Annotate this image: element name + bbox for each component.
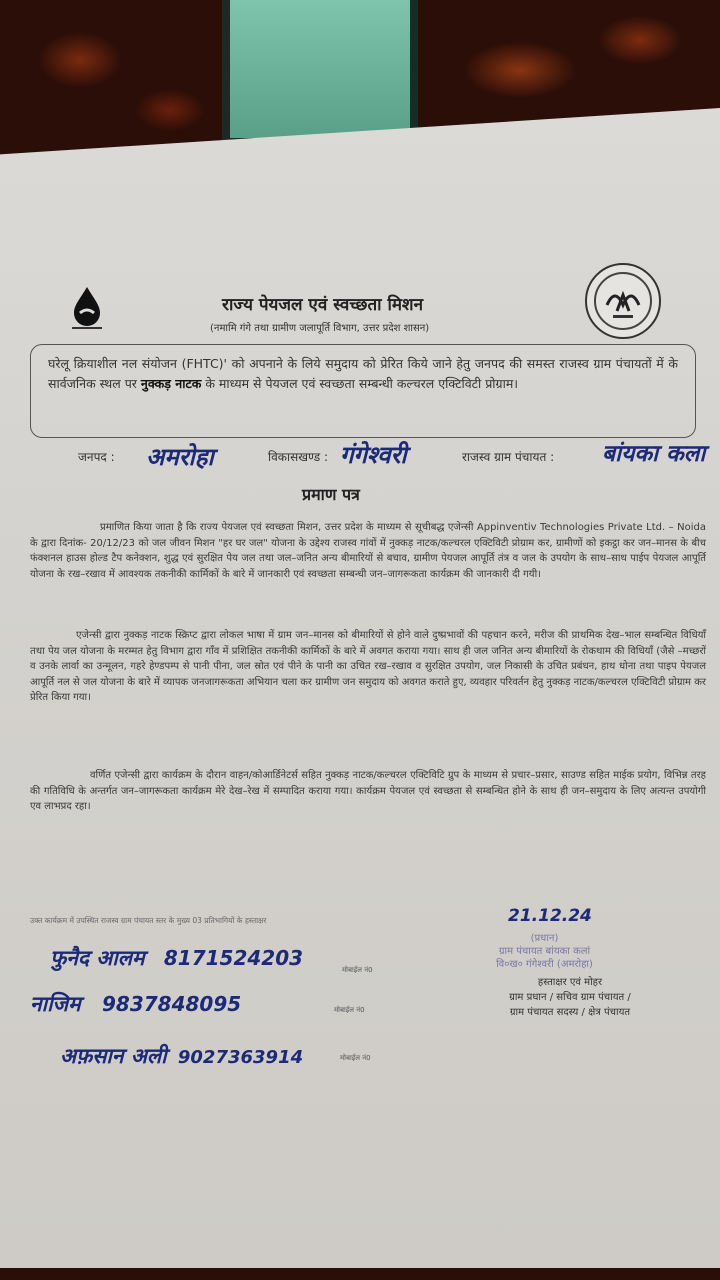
participant-3 xyxy=(60,1042,303,1070)
stamp-line: वि०ख० गंगेश्वरी (अमरोहा) xyxy=(496,959,593,970)
participant-name: अफ़सान अली xyxy=(60,1044,167,1068)
stamp-line: ग्राम पंचायत बांयका कलां xyxy=(498,946,591,957)
certificate-paragraph-1: प्रमाणित किया जाता है कि राज्य पेयजल एवं स्वच्छता मिशन, उत्तर प्रदेश के माध्यम से सूचीबद्ध एजेन्सी Appinventiv Technologies Private Ltd. – Noida के द्वारा दिनांक- 20/12/23 को जल जीवन मिशन "हर घर जल" योजना के उद्देश्य राजस्व गांवों में नुक्कड़ नाटक/कल्चरल एक्टिविटी प्रोग्राम कर, ग्रामीणों को इकट्ठा कर जन–मानस के बीच फंक्शनल हाउस होल्ड टैप कनेक्शन, शुद्ध एवं सुरक्षित पेय जल तथा जल–जनित अन्य बीमारियों से बचाव, ग्रामीण पेयजल आपूर्ति तंत्र व जल के उपयोग के साथ–साथ पाईप पेयजल आपूर्ति योजना के रख–रखाव में आवश्यक तकनीकी कार्मिकों के बारे में जानकारी एवं स्वच्छता सम्बन्धी जन–जागरूकता कार्यक्रम की जानकारी दी गयी। xyxy=(30,522,706,580)
phone-device xyxy=(222,0,418,150)
panchayat-value: बांयका कला xyxy=(602,441,706,467)
vikaskhand-label: विकासखण्ड : xyxy=(268,450,329,464)
participant-2 xyxy=(30,990,241,1018)
participant-phone: 9837848095 xyxy=(102,992,242,1016)
program-highlight: नुक्कड़ नाटक xyxy=(140,376,202,391)
participant-1 xyxy=(50,944,303,972)
page-title: राज्य पेयजल एवं स्वच्छता मिशन xyxy=(222,295,424,315)
certificate-paragraph-3: वर्णित एजेन्सी द्वारा कार्यक्रम के दौरान वाहन/कोआर्डिनेटर्स सहित नुक्कड़ नाटक/कल्चरल एक्टिविटि ग्रुप के माध्यम से प्रचार–प्रसार, साउण्ड सहित माईक प्रयोग, विभिन्न तरह की गतिविधि के अन्तर्गत जन–जागरूकता कार्यक्रम मेरे देख–रेख में सम्पादित कराया गया। कार्यक्रम पेयजल एवं स्वच्छता से सम्बन्धित होने के साथ ही जन–समुदाय के लिए अत्यन्त उपयोगी एव लाभप्रद रहा। xyxy=(30,770,706,812)
participant-phone: 8171524203 xyxy=(163,946,304,970)
mobile-caption: मोबाईल नं0 xyxy=(342,966,373,974)
water-drop-logo-icon xyxy=(62,283,112,333)
participants-note: उक्त कार्यक्रम में उपस्थित राजस्व ग्राम पंचायत स्तर के मुख्य 03 प्रतिभागियों के हस्ताक्षर xyxy=(30,916,267,925)
certificate-title: प्रमाण पत्र xyxy=(302,485,360,504)
mobile-caption: मोबाईल नं0 xyxy=(334,1006,365,1014)
handwritten-signature-date: 21.12.24 xyxy=(508,906,592,926)
up-government-emblem-icon xyxy=(585,263,661,339)
stamp-line: (प्रधान) xyxy=(530,933,559,944)
participant-name: नाजिम xyxy=(30,992,81,1016)
signature-label: ग्राम प्रधान / सचिव ग्राम पंचायत / xyxy=(509,992,631,1003)
page-subtitle: (नमामि गंगे तथा ग्रामीण जलापूर्ति विभाग, उत्तर प्रदेश शासन) xyxy=(210,323,430,334)
mobile-caption: मोबाईल नं0 xyxy=(340,1054,371,1062)
certificate-paragraph-2: एजेन्सी द्वारा नुक्कड़ नाटक स्क्रिप्ट द्वारा लोकल भाषा में ग्राम जन–मानस को बीमारियों से होने वाले दुष्प्रभावों की पहचान करने, मरीज की प्राथमिक देख–भाल सम्बन्धित विधियाँ तथा पेय जल योजना के मरम्मत हेतु विभाग द्वारा गाँव में प्रशिक्षित तकनीकी कार्मिकों के बारे में अवगत कराया गया। साथ ही जल जनित अन्य बीमारियों के रोकथाम की विधियाँ (जैसे –मच्छरों व उनके लार्वा का उन्मूलन, गहरे हेण्डपम्प से पानी पीना, जल स्रोत एवं पीने के पानी का उचित रख–रखाव व सुरक्षित उपयोग, जल निकासी के उचित प्रबंधन, हाथ धोना तथा पाइप पेयजल आपूर्ति नल से जल योजना के बारे में व्यापक जनजागरूकता अभियान चला कर ग्रामीण जन समुदाय को अवगत कराते हुए, व्यवहार परिवर्तन हेतु नुक्कड़ नाटक/कल्चरल एक्टिविटी प्रोग्राम कर प्रेरित किया गया। xyxy=(30,630,706,703)
panchayat-label: राजस्व ग्राम पंचायत : xyxy=(462,450,555,464)
program-description: घरेलू क्रियाशील नल संयोजन (FHTC)' को अपनाने के लिये समुदाय को प्रेरित किये जाने हेतु जनपद की समस्त राजस्व ग्राम पंचायतों में के सार्वजनिक स्थल पर नुक्कड़ नाटक के माध्यम से पेयजल एवं स्वच्छता सम्बन्धी कल्चरल एक्टिविटी प्रोग्राम। xyxy=(48,356,678,391)
vikaskhand-value: गंगेश्वरी xyxy=(340,441,407,469)
janpad-label: जनपद : xyxy=(78,450,115,464)
signature-label: हस्ताक्षर एवं मोहर xyxy=(537,977,603,988)
participant-phone: 9027363914 xyxy=(177,1047,304,1068)
janpad-value: अमरोहा xyxy=(146,443,214,471)
phone-screen xyxy=(230,0,410,138)
panchayat-stamp xyxy=(462,932,627,976)
signature-labels xyxy=(470,975,670,1020)
participant-name: फुनैद आलम xyxy=(50,946,145,970)
signature-label: ग्राम पंचायत सदस्य / क्षेत्र पंचायत xyxy=(509,1007,631,1018)
